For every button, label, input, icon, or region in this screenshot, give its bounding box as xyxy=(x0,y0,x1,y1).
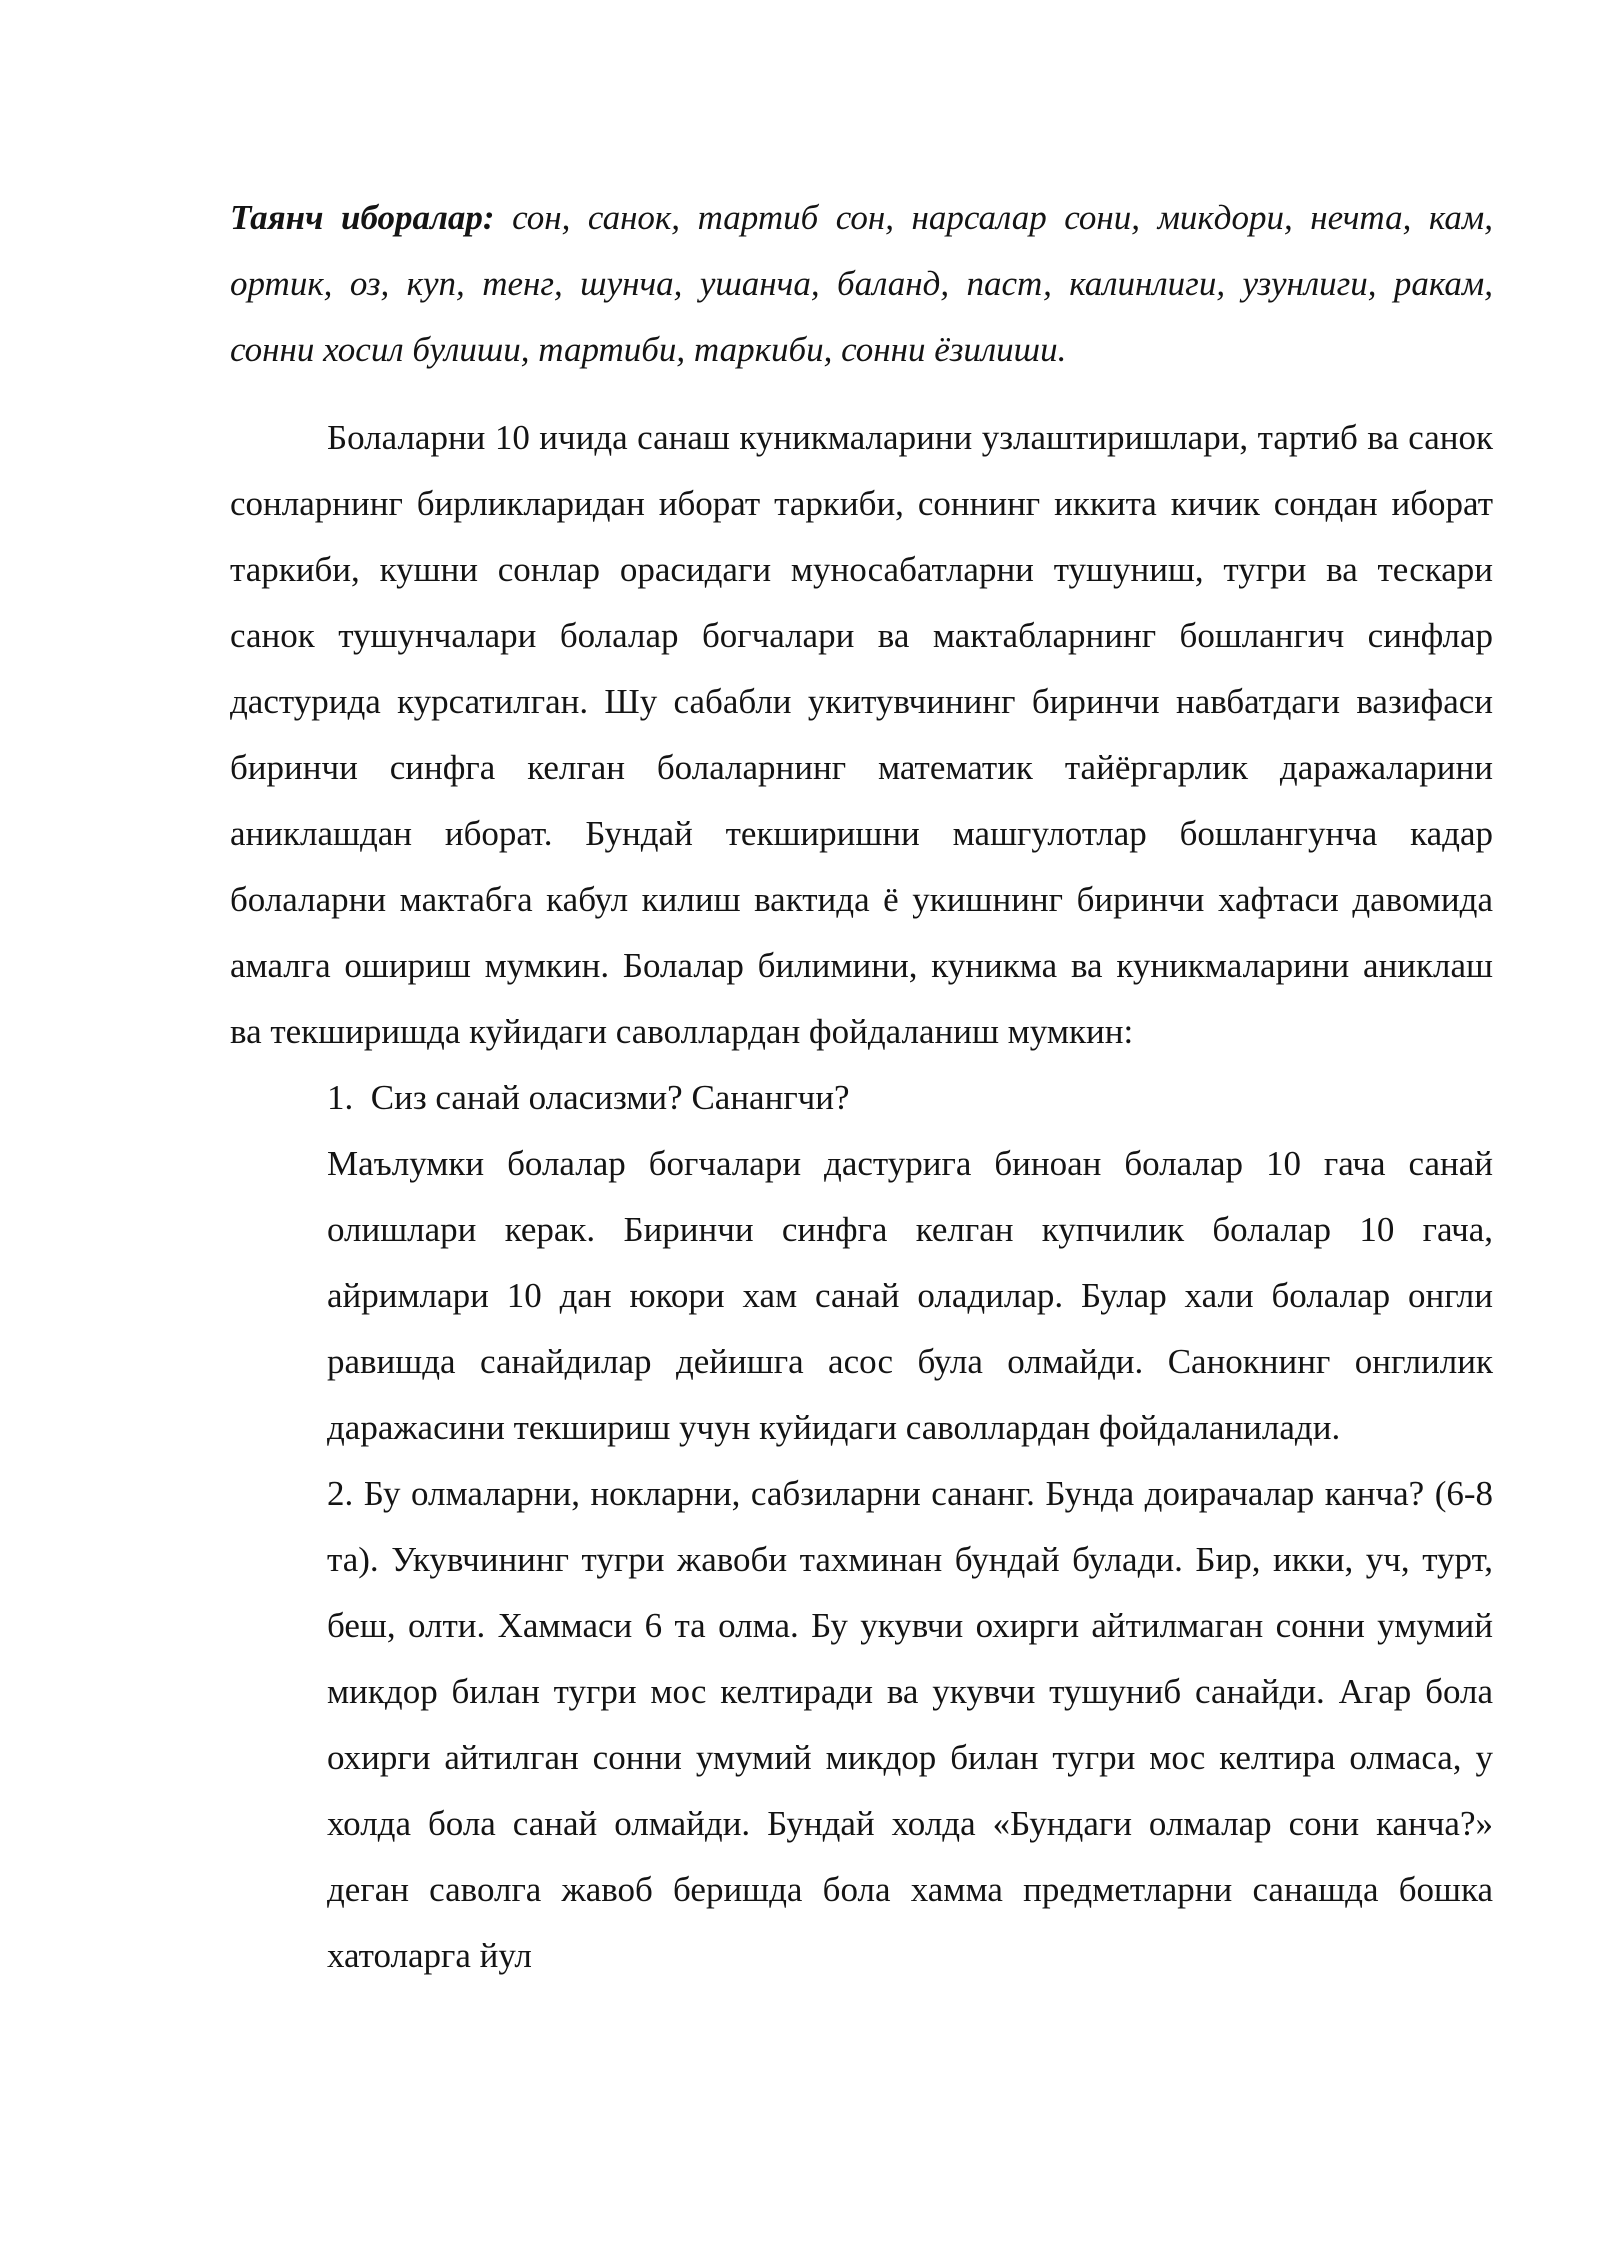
keywords-list: сон, санок, тартиб сон, нарсалар сони, микдори, нечта, кам, ортик, оз, куп, тенг, шунча, ушанча, баланд, паст, калинлиги, узунлиги, ракам, сонни хосил булиши, тартиби, таркиби, сонни ёзилиши. xyxy=(230,198,1493,369)
document-body xyxy=(230,405,1493,1989)
intro-paragraph: Болаларни 10 ичида санаш куникмаларини узлаштиришлари, тартиб ва санок сонларнинг бирликларидан иборат таркиби, соннинг иккита кичик сондан иборат таркиби, кушни сонлар орасидаги муносабатларни тушуниш, тугри ва тескари санок тушунчалари болалар богчалари ва мактабларнинг бошлангич синфлар дастурида курсатилган. Шу сабабли укитувчининг биринчи навбатдаги вазифаси биринчи синфга келган болаларнинг математик тайёргарлик даражаларини аниклашдан иборат. Бундай текширишни машгулотлар бошлангунча кадар болаларни мактабга кабул килиш вактида ё укишнинг биринчи хафтаси давомида амалга ошириш мумкин. Болалар билимини, куникма ва куникмаларини аниклаш ва текширишда куйидаги саволлардан фойдаланиш мумкин: xyxy=(230,418,1493,1051)
list-item-2-number: 2. xyxy=(327,1474,354,1513)
keywords-label: Таянч иборалар: xyxy=(230,198,495,237)
list-item-2-text: Бу олмаларни, нокларни, сабзиларни сананг. Бунда доирачалар канча? (6-8 та). Укувчининг тугри жавоби тахминан бундай булади. Бир, икки, уч, турт, беш, олти. Хаммаси 6 та олма. Бу укувчи охирги айтилмаган сонни умумий микдор билан тугри мос келтиради ва укувчи тушуниб санайди. Агар бола охирги айтилган сонни умумий микдор билан тугри мос келтира олмаса, у холда бола санай олмайди. Бундай холда «Бундаги олмалар сони канча?» деган саволга жавоб беришда бола хамма предметларни санашда бошка хатоларга йул xyxy=(327,1474,1493,1975)
list-item-1-question: Сиз санай оласизми? Санангчи? xyxy=(370,1078,850,1117)
list-item-1-text: Маълумки болалар богчалари дастурига биноан болалар 10 гача санай олишлари керак. Биринчи синфга келган купчилик болалар 10 гача, айримлари 10 дан юкори хам санай оладилар. Булар хали болалар онгли равишда санайдилар дейишга асос була олмайди. Санокнинг онглилик даражасини текшириш учун куйидаги саволлардан фойдаланилади. xyxy=(327,1144,1493,1447)
list-item-2 xyxy=(327,1461,1493,1989)
keywords-paragraph xyxy=(230,185,1493,383)
list-item-1-number: 1. xyxy=(327,1078,354,1117)
list-item-1-heading xyxy=(327,1065,1493,1131)
